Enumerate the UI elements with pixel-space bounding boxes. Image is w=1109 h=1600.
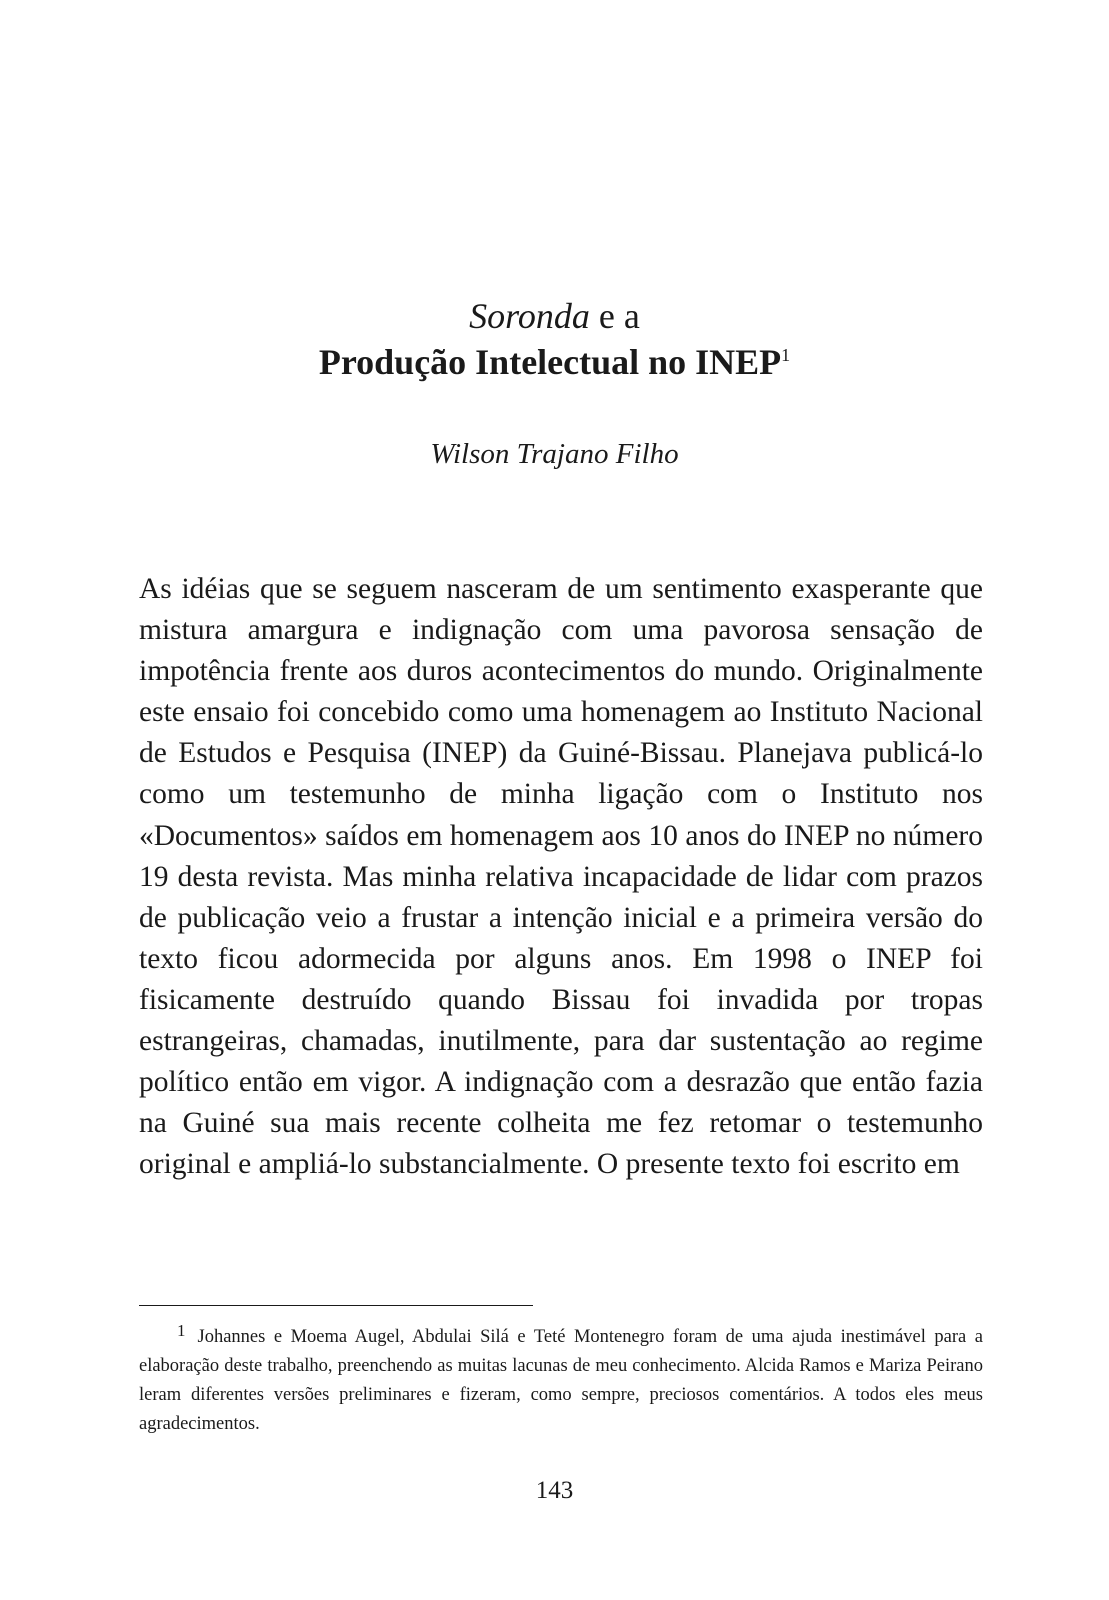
footnote-text: Johannes e Moema Augel, Abdulai Silá e Teté Montenegro foram de uma ajuda inestimável para a elaboração deste trabalho, preenchendo as muitas lacunas de meu conhecimento. Alcida Ramos e Mariza Peirano leram diferentes versões preliminares e fizeram, como sempre, preciosos comentários. A todos eles meus agradecimentos. [139, 1327, 983, 1434]
footnote-paragraph: 1 Johannes e Moema Augel, Abdulai Silá e Teté Montenegro foram de uma ajuda inestimável para a elaboração deste trabalho, preenchendo as muitas lacunas de meu conhecimento. Alcida Ramos e Mariza Peirano leram diferentes versões preliminares e fizeram, como sempre, preciosos comentários. A todos eles meus agradecimentos. [139, 1321, 983, 1434]
footnote-divider [139, 1305, 533, 1306]
article-title [0, 293, 1109, 385]
footnote [139, 1323, 983, 1439]
page-number: 143 [535, 1477, 574, 1504]
title-main-text: Produção Intelectual no INEP [318, 342, 782, 382]
author-name: Wilson Trajano Filho [430, 438, 679, 470]
title-italic-word: Soronda [469, 296, 590, 336]
title-line-1 [0, 293, 1109, 339]
body-paragraph: As idéias que se seguem nasceram de um sentimento exasperante que mistura amargura e indignação com uma pavorosa sensação de impotência frente aos duros acontecimentos do mundo. Originalmente este ensaio foi concebido como uma homenagem ao Instituto Nacional de Estudos e Pesquisa (INEP) da Guiné-Bissau. Planejava publicá-lo como um testemunho de minha ligação com o Instituto nos «Documentos» saídos em homenagem aos 10 anos do INEP no número 19 desta revista. Mas minha relativa incapacidade de lidar com prazos de publicação veio a frustar a intenção inicial e a primeira versão do texto ficou adormecida por alguns anos. Em 1998 o INEP foi fisicamente destruído quando Bissau foi invadida por tropas estrangeiras, chamadas, inutilmente, para dar sustentação ao regime político então em vigor. A indignação com a desrazão que então fazia na Guiné sua mais recente colheita me fez retomar o testemunho original e ampliá-lo substancialmente. O presente texto foi escrito em [139, 573, 983, 1181]
title-footnote-marker: 1 [781, 345, 791, 365]
title-connector: e a [589, 296, 640, 336]
title-line-2 [0, 339, 1109, 385]
body-text [139, 569, 983, 1185]
